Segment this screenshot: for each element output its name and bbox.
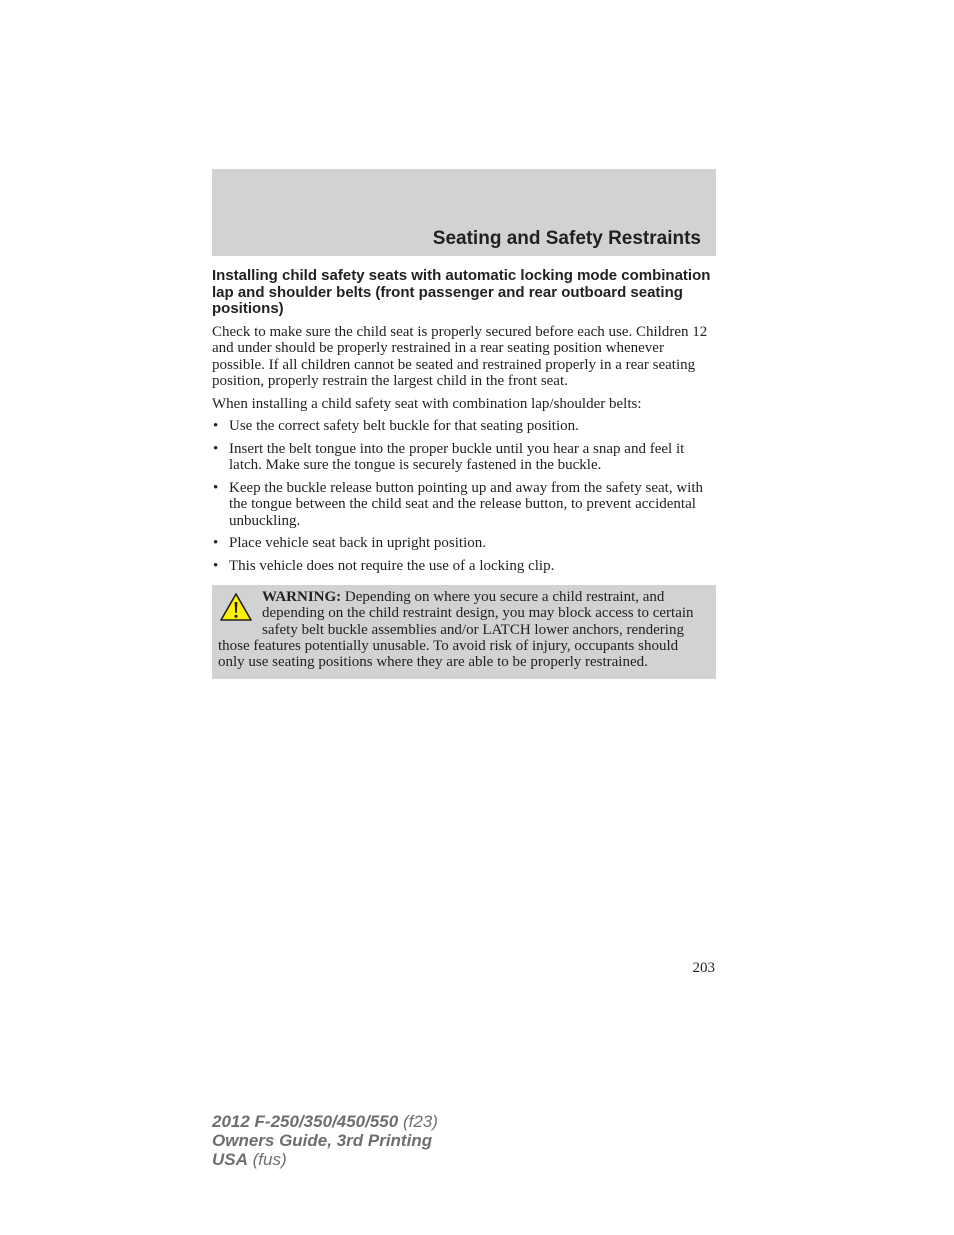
list-item bbox=[212, 441, 716, 474]
section-title: Seating and Safety Restraints bbox=[432, 228, 701, 249]
warning-text: Depending on where you secure a child restraint, and depending on the child restraint design, you may block access to certain safety belt buckle assemblies and/or LATCH lower anchors, rendering those features potentially unusable. To avoid risk of injury, occupants should only use seating positions where they are able to be properly restrained. bbox=[218, 589, 694, 671]
body-paragraph: When installing a child safety seat with combination lap/shoulder belts: bbox=[212, 395, 642, 412]
list-item-text: Place vehicle seat back in upright position. bbox=[229, 535, 487, 551]
warning-callout bbox=[212, 585, 716, 679]
list-item bbox=[212, 535, 716, 552]
list-item-text: This vehicle does not require the use of a locking clip. bbox=[229, 557, 555, 574]
footer-model: 2012 F-250/350/450/550 bbox=[212, 1112, 399, 1131]
list-item-text: Insert the belt tongue into the proper buckle until you hear a snap and feel it latch. Make sure the tongue is securely fastened in the buckle. bbox=[229, 440, 685, 473]
list-item-text: Keep the buckle release button pointing up and away from the safety seat, with the tongue between the child seat and the release button, to prevent accidental unbuckling. bbox=[229, 479, 704, 529]
section-header-band bbox=[212, 169, 716, 256]
page-content bbox=[212, 268, 716, 679]
page-number: 203 bbox=[692, 960, 715, 976]
footer-market: USA bbox=[212, 1150, 248, 1169]
footer-line bbox=[212, 1112, 438, 1131]
footer-guide-edition: Owners Guide, 3rd Printing bbox=[212, 1131, 433, 1150]
warning-label: WARNING: bbox=[262, 589, 342, 605]
bullet-icon: • bbox=[213, 418, 219, 434]
document-footer bbox=[212, 1112, 438, 1169]
bullet-icon: • bbox=[213, 440, 219, 457]
bullet-icon: • bbox=[213, 535, 219, 551]
list-item bbox=[212, 558, 716, 575]
list-item-text: Use the correct safety belt buckle for that seating position. bbox=[229, 418, 579, 434]
bullet-icon: • bbox=[213, 479, 219, 496]
list-item bbox=[212, 480, 716, 530]
footer-model-code: (f23) bbox=[398, 1112, 438, 1131]
footer-market-code: (fus) bbox=[247, 1150, 287, 1169]
subsection-heading: Installing child safety seats with automatic locking mode combination lap and shoulder belts (front passenger and rear outboard seating positions) bbox=[212, 267, 711, 317]
instruction-list bbox=[212, 418, 716, 574]
body-paragraph: Check to make sure the child seat is properly secured before each use. Children 12 and under should be properly restrained in a rear seating position whenever possible. If all children cannot be seated and restrained properly in a rear seating position, properly restrain the largest child in the front seat. bbox=[212, 323, 708, 389]
list-item bbox=[212, 418, 716, 435]
bullet-icon: • bbox=[213, 557, 219, 574]
footer-line bbox=[212, 1150, 438, 1169]
warning-triangle-icon bbox=[219, 592, 253, 622]
